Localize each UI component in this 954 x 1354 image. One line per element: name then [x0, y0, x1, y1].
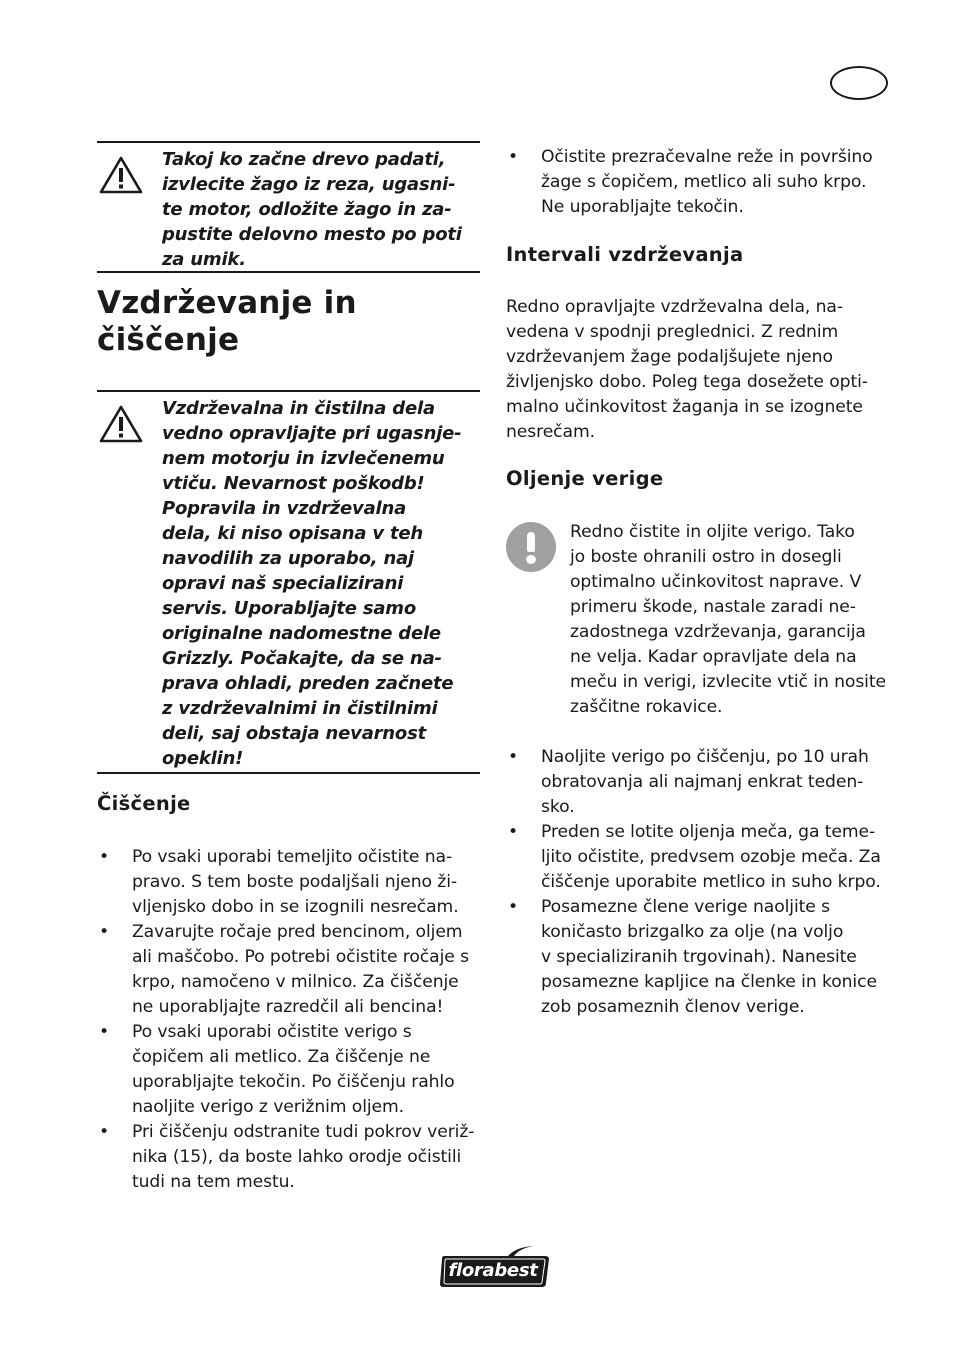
- oiling-list: [506, 745, 894, 1020]
- florabest-logo: [438, 1246, 552, 1288]
- list-item: • Preden se lotite oljenja meča, ga teme- ljito očistite, predvsem ozobje meča. Za čiščenje uporabite metlico in suho krpo.: [506, 820, 894, 895]
- ventilation-list: [506, 145, 894, 220]
- list-item: • Po vsaki uporabi temeljito očistite na- pravo. S tem boste podaljšali njeno ži- vljenjsko dobo in se izognili nesrečam.: [97, 845, 482, 920]
- subheading-cleaning: Čiščenje: [97, 792, 191, 815]
- warning-text-felling: Takoj ko začne drevo padati, izvlecite žago iz reza, ugasni- te motor, odložite žago in za- pustite delovno mesto po poti za umik.: [162, 149, 462, 270]
- warning-box-felling: [97, 141, 480, 273]
- exclamation-circle-icon: [506, 522, 556, 572]
- list-item: • Očistite prezračevalne reže in površino žage s čopičem, metlico ali suho krpo. Ne uporabljajte tekočin.: [506, 145, 894, 220]
- list-item: • Po vsaki uporabi očistite verigo s čopičem ali metlico. Za čiščenje ne uporabljajte tekočin. Po čiščenju rahlo naoljite verigo z verižnim oljem.: [97, 1020, 482, 1120]
- language-indicator: [830, 66, 888, 100]
- warning-text-maintenance: Vzdrževalna in čistilna dela vedno opravljajte pri ugasnje- nem motorju in izvlečenemu vtiču. Nevarnost poškodb! Popravila in vzdrževalna dela, ki niso opisana v teh navodilih za uporabo, naj opravi naš specializirani servis. Uporabljajte samo originalne nadomestne dele Grizzly. Počakajte, da se na- prava ohladi, preden začnete z vzdrževalnimi in čistilnimi deli, saj obstaja nevarnost opeklin!: [162, 398, 462, 769]
- warning-triangle-icon: [99, 404, 143, 444]
- intervals-paragraph: Redno opravljajte vzdrževalna dela, na- vedena v spodnji preglednici. Z rednim vzdrževanjem žage podaljšujete njeno življenjsko dobo. Poleg tega dosežete opti- malno učinkovitost žaganja in se izognete nesrečam.: [506, 297, 868, 442]
- list-item: • Pri čiščenju odstranite tudi pokrov veriž- nika (15), da boste lahko orodje očistili tudi na tem mestu.: [97, 1120, 482, 1195]
- subheading-chain-oiling: Oljenje verige: [506, 467, 664, 490]
- section-heading-maintenance: Vzdrževanje in čiščenje: [97, 285, 357, 358]
- notice-text: Redno čistite in oljite verigo. Tako jo boste ohranili ostro in dosegli optimalno učinkovitost naprave. V primeru škode, nastale zaradi ne- zadostnega vzdrževanja, garancija ne velja. Kadar opravljate dela na meču in verigi, izvlecite vtič in nosite zaščitne rokavice.: [570, 522, 886, 717]
- subheading-intervals: Intervali vzdrževanja: [506, 243, 744, 266]
- cleaning-list: [97, 845, 482, 1195]
- logo-text: florabest: [448, 1260, 538, 1281]
- warning-triangle-icon: [99, 155, 143, 195]
- list-item: • Posamezne člene verige naoljite s koničasto brizgalko za olje (na voljo v specializiranih trgovinah). Nanesite posamezne kapljice na členke in konice zob posameznih členov verige.: [506, 895, 894, 1020]
- warning-box-maintenance: [97, 390, 480, 774]
- list-item: • Naoljite verigo po čiščenju, po 10 urah obratovanja ali najmanj enkrat teden- sko.: [506, 745, 894, 820]
- list-item: • Zavarujte ročaje pred bencinom, oljem ali maščobo. Po potrebi očistite ročaje s krpo, namočeno v milnico. Za čiščenje ne uporabljajte razredčil ali bencina!: [97, 920, 482, 1020]
